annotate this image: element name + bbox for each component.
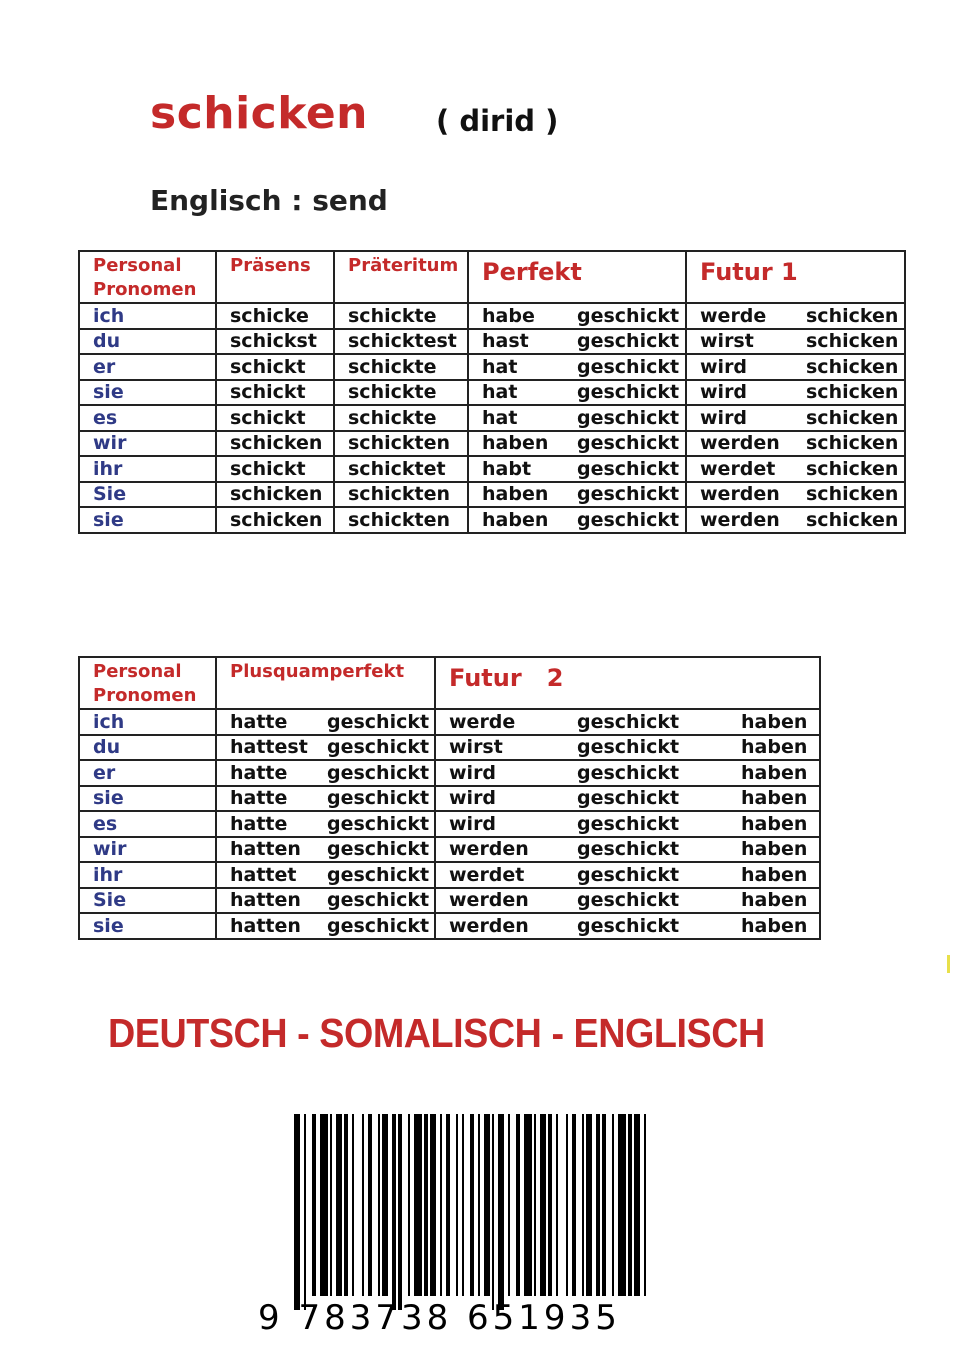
plusquamperfekt-auxiliary: hatten — [230, 914, 301, 937]
futur1-infinitive: schicken — [806, 304, 899, 327]
table-header-row — [79, 251, 905, 303]
plusquamperfekt-participle: geschickt — [327, 863, 430, 886]
futur1-auxiliary: werde — [700, 304, 767, 327]
header-personal-pronomen: Personal Pronomen — [79, 657, 216, 709]
praeteritum-cell: schickte — [334, 380, 468, 406]
table-row — [79, 380, 905, 406]
table-row — [79, 735, 820, 761]
table-row — [79, 354, 905, 380]
perfekt-cell — [468, 482, 686, 508]
plusquamperfekt-cell — [216, 862, 435, 888]
perfekt-auxiliary: hat — [482, 355, 518, 378]
futur2-infinitive: haben — [741, 761, 808, 784]
header-futur-2: Futur 2 — [435, 657, 820, 709]
table-header-row — [79, 657, 820, 709]
barcode-icon — [290, 1114, 650, 1310]
futur1-auxiliary: wird — [700, 355, 748, 378]
table-row — [79, 709, 820, 735]
futur2-infinitive: haben — [741, 812, 808, 835]
plusquamperfekt-auxiliary: hatte — [230, 787, 288, 810]
futur2-participle: geschickt — [577, 889, 680, 912]
futur1-infinitive: schicken — [806, 432, 899, 455]
pronoun-cell: sie — [79, 507, 216, 533]
conjugation-table-2 — [78, 656, 821, 940]
english-translation: Englisch : send — [150, 184, 388, 217]
praesens-cell: schicken — [216, 431, 334, 457]
verb-title: schicken — [150, 88, 369, 139]
futur1-infinitive: schicken — [806, 406, 899, 429]
praeteritum-cell: schicktest — [334, 329, 468, 355]
futur1-auxiliary: wird — [700, 406, 748, 429]
plusquamperfekt-auxiliary: hattet — [230, 863, 297, 886]
praesens-cell: schicken — [216, 482, 334, 508]
table-row — [79, 303, 905, 329]
language-series-title: DEUTSCH - SOMALISCH - ENGLISCH — [108, 1010, 765, 1056]
perfekt-auxiliary: haben — [482, 483, 549, 506]
praesens-cell: schickt — [216, 354, 334, 380]
futur1-infinitive: schicken — [806, 355, 899, 378]
perfekt-participle: geschickt — [577, 508, 680, 531]
table-row — [79, 456, 905, 482]
perfekt-cell — [468, 405, 686, 431]
pronoun-cell: er — [79, 760, 216, 786]
header-praeteritum: Präteritum — [334, 251, 468, 303]
futur1-infinitive: schicken — [806, 381, 899, 404]
plusquamperfekt-auxiliary: hatte — [230, 710, 288, 733]
table-row — [79, 811, 820, 837]
praeteritum-cell: schickte — [334, 354, 468, 380]
futur1-auxiliary: werdet — [700, 457, 776, 480]
pronoun-cell: sie — [79, 786, 216, 812]
perfekt-cell — [468, 431, 686, 457]
pronoun-cell: ihr — [79, 862, 216, 888]
pronoun-cell: sie — [79, 913, 216, 939]
futur1-cell — [686, 405, 905, 431]
futur1-infinitive: schicken — [806, 483, 899, 506]
praeteritum-cell: schickten — [334, 482, 468, 508]
perfekt-participle: geschickt — [577, 355, 680, 378]
plusquamperfekt-auxiliary: hatten — [230, 889, 301, 912]
decorative-mark — [947, 955, 950, 973]
futur2-participle: geschickt — [577, 863, 680, 886]
pronoun-cell: es — [79, 811, 216, 837]
futur1-infinitive: schicken — [806, 508, 899, 531]
praeteritum-cell: schickten — [334, 431, 468, 457]
plusquamperfekt-cell — [216, 709, 435, 735]
futur2-infinitive: haben — [741, 838, 808, 861]
futur1-cell — [686, 354, 905, 380]
plusquamperfekt-participle: geschickt — [327, 838, 430, 861]
perfekt-auxiliary: habt — [482, 457, 532, 480]
praeteritum-cell: schickte — [334, 303, 468, 329]
futur2-participle: geschickt — [577, 736, 680, 759]
header-praesens: Präsens — [216, 251, 334, 303]
perfekt-participle: geschickt — [577, 457, 680, 480]
futur2-participle: geschickt — [577, 710, 680, 733]
praesens-cell: schickt — [216, 405, 334, 431]
table-row — [79, 786, 820, 812]
pronoun-cell: du — [79, 735, 216, 761]
plusquamperfekt-cell — [216, 888, 435, 914]
plusquamperfekt-auxiliary: hatte — [230, 761, 288, 784]
futur2-participle: geschickt — [577, 787, 680, 810]
perfekt-auxiliary: hast — [482, 330, 529, 353]
pronoun-cell: Sie — [79, 482, 216, 508]
futur2-auxiliary: werde — [449, 710, 516, 733]
perfekt-participle: geschickt — [577, 406, 680, 429]
praeteritum-cell: schickte — [334, 405, 468, 431]
futur1-auxiliary: werden — [700, 508, 780, 531]
perfekt-cell — [468, 507, 686, 533]
futur1-auxiliary: werden — [700, 432, 780, 455]
futur2-infinitive: haben — [741, 863, 808, 886]
futur2-cell — [435, 760, 820, 786]
futur2-participle: geschickt — [577, 914, 680, 937]
futur2-infinitive: haben — [741, 914, 808, 937]
praesens-cell: schickt — [216, 380, 334, 406]
plusquamperfekt-participle: geschickt — [327, 761, 430, 784]
table-row — [79, 888, 820, 914]
perfekt-participle: geschickt — [577, 304, 680, 327]
perfekt-cell — [468, 329, 686, 355]
table-row — [79, 431, 905, 457]
futur2-auxiliary: wirst — [449, 736, 503, 759]
perfekt-participle: geschickt — [577, 381, 680, 404]
perfekt-participle: geschickt — [577, 432, 680, 455]
perfekt-cell — [468, 456, 686, 482]
header-perfekt: Perfekt — [468, 251, 686, 303]
header-futur-1: Futur 1 — [686, 251, 905, 303]
table-row — [79, 760, 820, 786]
pronoun-cell: ich — [79, 709, 216, 735]
futur2-cell — [435, 735, 820, 761]
futur2-participle: geschickt — [577, 761, 680, 784]
praesens-cell: schickst — [216, 329, 334, 355]
futur1-cell — [686, 431, 905, 457]
plusquamperfekt-cell — [216, 811, 435, 837]
futur2-infinitive: haben — [741, 889, 808, 912]
futur1-cell — [686, 380, 905, 406]
perfekt-auxiliary: haben — [482, 508, 549, 531]
plusquamperfekt-participle: geschickt — [327, 812, 430, 835]
praesens-cell: schickt — [216, 456, 334, 482]
pronoun-cell: er — [79, 354, 216, 380]
pronoun-cell: wir — [79, 431, 216, 457]
futur1-cell — [686, 507, 905, 533]
header-personal-pronomen: Personal Pronomen — [79, 251, 216, 303]
futur1-cell — [686, 329, 905, 355]
futur2-participle: geschickt — [577, 812, 680, 835]
plusquamperfekt-auxiliary: hattest — [230, 736, 308, 759]
futur2-infinitive: haben — [741, 710, 808, 733]
praesens-cell: schicke — [216, 303, 334, 329]
perfekt-auxiliary: habe — [482, 304, 535, 327]
perfekt-cell — [468, 354, 686, 380]
table-row — [79, 913, 820, 939]
futur2-auxiliary: werden — [449, 889, 529, 912]
futur2-cell — [435, 888, 820, 914]
futur1-cell — [686, 303, 905, 329]
perfekt-participle: geschickt — [577, 483, 680, 506]
table-row — [79, 482, 905, 508]
futur2-auxiliary: werden — [449, 838, 529, 861]
plusquamperfekt-cell — [216, 735, 435, 761]
pronoun-cell: ihr — [79, 456, 216, 482]
futur2-cell — [435, 709, 820, 735]
perfekt-auxiliary: hat — [482, 406, 518, 429]
perfekt-cell — [468, 380, 686, 406]
table-row — [79, 862, 820, 888]
futur2-participle: geschickt — [577, 838, 680, 861]
praesens-cell: schicken — [216, 507, 334, 533]
pronoun-cell: du — [79, 329, 216, 355]
plusquamperfekt-participle: geschickt — [327, 710, 430, 733]
plusquamperfekt-cell — [216, 786, 435, 812]
futur2-cell — [435, 913, 820, 939]
somali-meaning: ( dirid ) — [436, 104, 559, 138]
futur1-infinitive: schicken — [806, 330, 899, 353]
plusquamperfekt-participle: geschickt — [327, 889, 430, 912]
futur2-cell — [435, 837, 820, 863]
table-row — [79, 837, 820, 863]
pronoun-cell: wir — [79, 837, 216, 863]
pronoun-cell: es — [79, 405, 216, 431]
plusquamperfekt-participle: geschickt — [327, 736, 430, 759]
table-row — [79, 507, 905, 533]
header-plusquamperfekt: Plusquamperfekt — [216, 657, 435, 709]
perfekt-cell — [468, 303, 686, 329]
praeteritum-cell: schickten — [334, 507, 468, 533]
futur2-infinitive: haben — [741, 787, 808, 810]
plusquamperfekt-cell — [216, 760, 435, 786]
praeteritum-cell: schicktet — [334, 456, 468, 482]
futur1-auxiliary: wird — [700, 381, 748, 404]
futur1-auxiliary: wirst — [700, 330, 754, 353]
futur2-cell — [435, 862, 820, 888]
futur1-cell — [686, 482, 905, 508]
isbn-number: 9 783738 651935 — [258, 1298, 621, 1338]
plusquamperfekt-participle: geschickt — [327, 914, 430, 937]
futur1-auxiliary: werden — [700, 483, 780, 506]
perfekt-auxiliary: haben — [482, 432, 549, 455]
futur1-infinitive: schicken — [806, 457, 899, 480]
pronoun-cell: ich — [79, 303, 216, 329]
perfekt-participle: geschickt — [577, 330, 680, 353]
futur2-auxiliary: wird — [449, 812, 497, 835]
futur2-auxiliary: wird — [449, 787, 497, 810]
futur2-cell — [435, 786, 820, 812]
plusquamperfekt-cell — [216, 837, 435, 863]
plusquamperfekt-participle: geschickt — [327, 787, 430, 810]
plusquamperfekt-auxiliary: hatten — [230, 838, 301, 861]
pronoun-cell: sie — [79, 380, 216, 406]
futur2-auxiliary: werden — [449, 914, 529, 937]
table-row — [79, 329, 905, 355]
perfekt-auxiliary: hat — [482, 381, 518, 404]
plusquamperfekt-cell — [216, 913, 435, 939]
futur1-cell — [686, 456, 905, 482]
pronoun-cell: Sie — [79, 888, 216, 914]
table-row — [79, 405, 905, 431]
futur2-auxiliary: werdet — [449, 863, 525, 886]
plusquamperfekt-auxiliary: hatte — [230, 812, 288, 835]
futur2-infinitive: haben — [741, 736, 808, 759]
futur2-auxiliary: wird — [449, 761, 497, 784]
futur2-cell — [435, 811, 820, 837]
conjugation-table-1 — [78, 250, 906, 534]
